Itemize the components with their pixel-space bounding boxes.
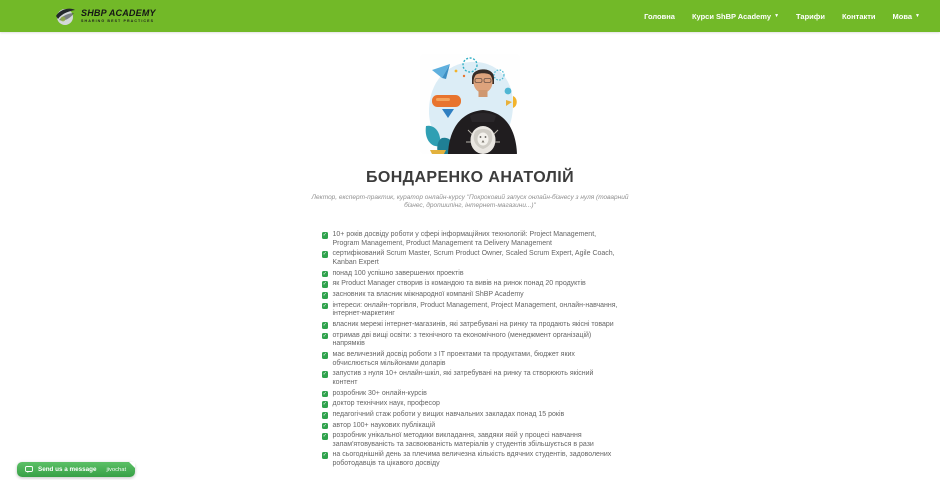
check-icon: ✓ (322, 270, 327, 277)
check-icon: ✓ (322, 302, 327, 309)
achievement-text: як Product Manager створив із командою та вивів на ринок понад 20 продуктів (332, 280, 586, 288)
check-icon: ✓ (322, 332, 327, 339)
check-icon: ✓ (322, 371, 327, 378)
check-icon: ✓ (322, 390, 327, 397)
top-nav-bar (0, 0, 940, 32)
check-icon: ✓ (322, 411, 327, 418)
profile-name: БОНДАРЕНКО АНАТОЛІЙ (365, 169, 575, 186)
achievement-text: сертифікований Scrum Master, Scrum Product Owner, Scaled Scrum Expert, Agile Coach, Kanban Expert (332, 250, 615, 267)
achievement-item (322, 250, 619, 268)
achievements-list (322, 231, 619, 471)
achievement-item (322, 231, 619, 249)
achievement-text: засновник та власник міжнародної компанії ShBP Academy (332, 290, 524, 298)
main-nav (644, 12, 926, 21)
profile-subtitle: Лектор, експерт-практик, куратор онлайн-курсу "Покроковий запуск онлайн-бізнесу з нуля (товарний бізнес, дропшипінг, інтернет-магазини...)" (311, 194, 629, 209)
achievement-text: отримав дві вищі освіти: з технічного та економічного (менеджмент організацій) напрямків (332, 331, 592, 348)
achievement-text: розробник 30+ онлайн-курсів (332, 389, 427, 397)
chat-label: Send us a message (38, 466, 97, 473)
achievement-text: запустив з нуля 10+ онлайн-шкіл, які затребувані на ринку та створюють якісний контент (332, 370, 594, 387)
achievement-item (322, 432, 619, 450)
achievement-item (322, 370, 619, 388)
achievement-item (322, 321, 619, 330)
profile-photo (420, 54, 520, 154)
achievement-item (322, 451, 619, 469)
check-icon: ✓ (322, 433, 327, 440)
achievement-item (322, 332, 619, 350)
achievement-item (322, 411, 619, 420)
content-area (0, 32, 940, 471)
brand-name: SHBP ACADEMY (81, 7, 156, 18)
chat-message-icon (25, 466, 33, 473)
achievement-text: 10+ років досвіду роботи у сфері інформаційних технологій: Project Management, Program Management, Product Management та Delivery Management (332, 231, 597, 247)
achievement-item (322, 280, 619, 289)
nav-item-contacts[interactable]: Контакти (841, 11, 876, 21)
achievement-item (322, 270, 619, 279)
achievement-item (322, 351, 619, 369)
achievement-text: понад 100 успішно завершених проектів (332, 269, 464, 277)
check-icon: ✓ (322, 351, 327, 358)
chevron-down-icon: ▼ (774, 12, 780, 19)
check-icon: ✓ (322, 281, 327, 288)
nav-item-pricing[interactable]: Тарифи (796, 11, 825, 21)
shbp-globe-icon (54, 5, 76, 27)
achievement-text: власник мережі інтернет-магазинів, які затребувані на ринку та продають якісні товари (332, 320, 614, 328)
achievement-text: розробник унікальної методики викладання, завдяки якій у процесі навчання запам'ятовуваність та засвоюваність матеріалів у студентів збільшується в рази (332, 432, 594, 448)
achievement-text: автор 100+ наукових публікацій (332, 421, 436, 429)
nav-item-courses[interactable]: Курси ShBP Academy ▼ (691, 11, 780, 21)
achievement-item (322, 400, 619, 409)
achievement-item (322, 422, 619, 431)
achievement-item (322, 390, 619, 399)
check-icon: ✓ (322, 452, 327, 459)
achievement-text: педагогічний стаж роботи у вищих навчальних закладах понад 15 років (332, 410, 565, 418)
check-icon: ✓ (322, 401, 327, 408)
check-icon: ✓ (322, 232, 327, 238)
achievement-item (322, 291, 619, 300)
achievement-text: на сьогоднішній день за плечима величезна кількість вдячних студентів, задоволених роботодавців та цікавого досвіду (332, 451, 612, 468)
check-icon: ✓ (322, 291, 327, 298)
achievement-text: доктор технічних наук, професор (332, 400, 440, 408)
chevron-down-icon: ▼ (915, 12, 920, 19)
chat-fold-corner (129, 462, 135, 468)
achievement-text: інтереси: онлайн-торгівля, Product Management, Project Management, онлайн-навчання, інтернет-маркетинг (332, 301, 618, 318)
nav-item-home[interactable]: Головна (644, 11, 675, 21)
check-icon: ✓ (322, 422, 327, 429)
chat-widget[interactable] (17, 462, 135, 477)
achievement-item (322, 302, 619, 320)
check-icon: ✓ (322, 321, 327, 328)
achievement-text: має величезний досвід роботи з ІТ проектами та продуктами, бюджет яких обчислюється мільйонами доларів (332, 350, 575, 367)
brand-tagline: SHARING BEST PRACTICES (81, 18, 155, 23)
brand-logo[interactable] (54, 5, 156, 27)
chat-brand: jivochat (106, 466, 127, 473)
nav-item-language[interactable]: Мова ▼ (892, 11, 920, 21)
check-icon: ✓ (322, 251, 327, 258)
